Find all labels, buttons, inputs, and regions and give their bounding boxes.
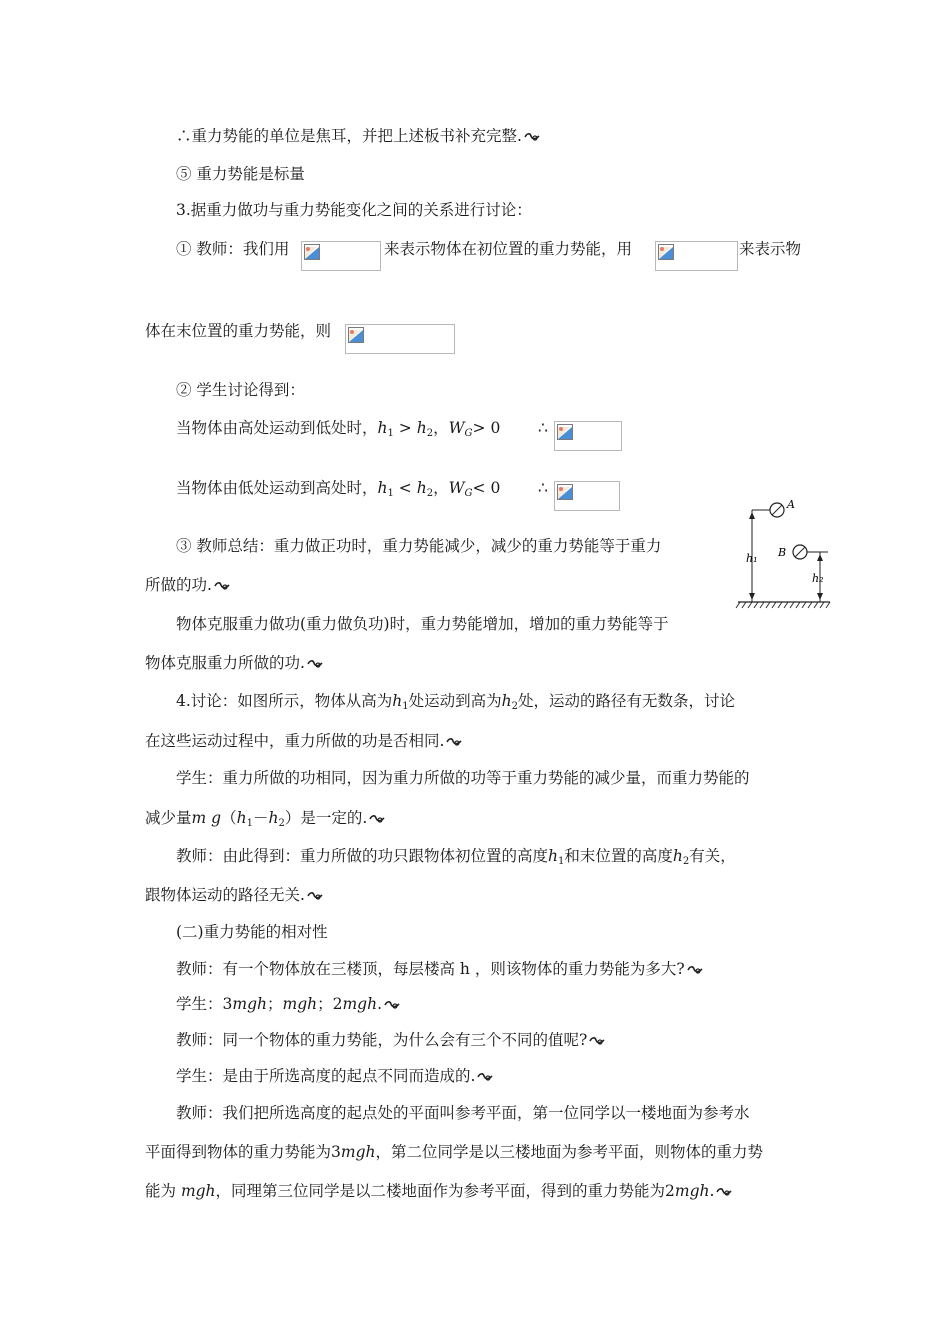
text-line xyxy=(176,200,532,220)
paragraph-mark-icon xyxy=(384,1000,400,1010)
line-text: 减少量 xyxy=(145,809,192,827)
line-text: 和末位置的高度 xyxy=(564,847,673,865)
paragraph-mark-icon xyxy=(477,1072,493,1082)
paragraph-mark-icon xyxy=(307,891,323,901)
formula-image xyxy=(554,481,620,511)
text-line xyxy=(176,1030,605,1050)
text-line xyxy=(176,1103,750,1123)
text-line xyxy=(145,321,331,341)
line-text: 体在末位置的重力势能，则 xyxy=(145,322,332,340)
line-text: ② 学生讨论得到： xyxy=(176,381,305,399)
subscript: 2 xyxy=(511,701,519,712)
line-text: 教师：由此得到：重力所做的功只跟物体初位置的高度 xyxy=(176,847,549,865)
paragraph-mark-icon xyxy=(716,1187,732,1197)
subscript: G xyxy=(464,488,473,499)
symbol-mgh: mgh xyxy=(342,995,378,1013)
line-text: ⑤ 重力势能是标量 xyxy=(176,165,305,183)
text-line xyxy=(176,846,736,872)
section-heading xyxy=(176,922,328,942)
line-text: ③ 教师总结：重力做正功时，重力势能减少，减少的重力势能等于重力 xyxy=(176,537,662,555)
line-text: . xyxy=(709,1182,715,1200)
label-b: B xyxy=(778,546,787,559)
paragraph-mark-icon xyxy=(307,659,323,669)
text-line xyxy=(145,575,230,595)
subscript: 2 xyxy=(682,856,690,867)
paragraph-mark-icon xyxy=(214,581,230,591)
symbol-h: h xyxy=(268,809,279,827)
line-text: 学生：是由于所选高度的起点不同而造成的. xyxy=(176,1067,476,1085)
relation: < xyxy=(393,479,417,497)
text-line xyxy=(176,164,305,184)
paragraph-mark-icon xyxy=(589,1036,605,1046)
paragraph-mark-icon xyxy=(687,965,703,975)
symbol-mgh: mgh xyxy=(180,1182,216,1200)
line-text: 处，运动的路径有无数条，讨论 xyxy=(518,692,736,710)
formula-image xyxy=(655,241,738,271)
symbol-h: h xyxy=(416,479,427,497)
symbol-h: h xyxy=(392,692,403,710)
line-text: 跟物体运动的路径无关. xyxy=(145,886,305,904)
subscript: 2 xyxy=(426,488,434,499)
subscript: 1 xyxy=(402,701,409,712)
line-text: ，第二位同学是以三楼地面为参考平面，则物体的重力势 xyxy=(375,1143,763,1161)
subscript: 1 xyxy=(387,428,394,439)
symbol-mgh: mgh xyxy=(674,1182,710,1200)
line-text: 学生：重力所做的功相同，因为重力所做的功等于重力势能的减少量，而重力势能的 xyxy=(176,769,750,787)
subscript: 2 xyxy=(278,818,285,829)
symbol-h: h xyxy=(501,692,512,710)
line-text: 来表示物体在初位置的重力势能，用 xyxy=(384,240,633,258)
image-placeholder-icon xyxy=(304,244,320,260)
symbol-mgh: mgh xyxy=(282,995,318,1013)
image-placeholder-icon xyxy=(658,244,674,260)
relation: > 0 xyxy=(472,419,501,437)
symbol-h: h xyxy=(377,479,388,497)
text-line xyxy=(739,239,801,259)
symbol-h: h xyxy=(416,419,427,437)
symbol-w: W xyxy=(448,419,465,437)
line-text: 处运动到高为 xyxy=(408,692,502,710)
line-text: 教师：同一个物体的重力势能，为什么会有三个不同的值呢? xyxy=(176,1031,588,1049)
subscript: G xyxy=(464,428,473,439)
subscript: 1 xyxy=(387,488,394,499)
symbol-w: W xyxy=(448,479,465,497)
symbol-h: h xyxy=(377,419,388,437)
subscript: 2 xyxy=(426,428,434,439)
text-line xyxy=(176,614,669,634)
text-line xyxy=(176,1066,493,1086)
symbol-mgh: mgh xyxy=(340,1143,376,1161)
symbol-h: h xyxy=(672,847,683,865)
line-text: ； xyxy=(266,995,283,1013)
text-line xyxy=(145,885,323,905)
paragraph-mark-icon xyxy=(369,814,385,824)
text-line xyxy=(145,1181,732,1201)
line-text: 学生：3 xyxy=(176,995,233,1013)
text-line xyxy=(176,418,500,444)
relation: > xyxy=(393,419,417,437)
label-h1: h₁ xyxy=(746,552,758,565)
comma: ， xyxy=(433,419,449,437)
symbol-h: h xyxy=(236,809,247,827)
subscript: 1 xyxy=(246,818,253,829)
line-text: 当物体由低处运动到高处时， xyxy=(176,479,378,497)
paragraph-mark-icon xyxy=(446,737,462,747)
line-text: 所做的功. xyxy=(145,576,212,594)
text-line xyxy=(145,1142,763,1162)
line-text: ① 教师：我们用 xyxy=(176,240,290,258)
text-line xyxy=(145,808,385,834)
text-line xyxy=(176,478,500,504)
paragraph-mark-icon xyxy=(524,132,540,142)
text-line xyxy=(145,731,462,751)
text-line xyxy=(176,380,305,400)
text-line xyxy=(145,653,323,673)
text-line xyxy=(384,239,632,259)
line-text: . xyxy=(377,995,383,1013)
formula-image xyxy=(301,241,381,271)
line-text: 教师：有一个物体放在三楼顶，每层楼高 h ，则该物体的重力势能为多大? xyxy=(176,960,685,978)
line-text: 能为 xyxy=(145,1182,181,1200)
line-text: 在这些运动过程中，重力所做的功是否相同. xyxy=(145,732,445,750)
text-line xyxy=(176,239,289,259)
subscript: 1 xyxy=(558,856,565,867)
line-text: 平面得到物体的重力势能为3 xyxy=(145,1143,341,1161)
formula-image xyxy=(345,324,455,354)
line-text: ）是一定的. xyxy=(284,809,368,827)
line-text: ∴重力势能的单位是焦耳，并把上述板书补充完整. xyxy=(176,127,522,145)
symbol-h: h xyxy=(548,847,558,865)
line-text: ∴ xyxy=(538,479,548,497)
relation: < 0 xyxy=(472,479,501,497)
image-placeholder-icon xyxy=(557,484,573,500)
text-line xyxy=(176,126,540,146)
image-placeholder-icon xyxy=(557,424,573,440)
therefore-symbol xyxy=(538,418,548,438)
text-line xyxy=(176,536,661,556)
label-h2: h₂ xyxy=(812,572,824,585)
text-line xyxy=(176,768,750,788)
text-line xyxy=(176,959,703,979)
label-a: A xyxy=(787,498,795,511)
symbol-mg: m g xyxy=(191,809,222,827)
line-text: 物体克服重力所做的功. xyxy=(145,654,305,672)
line-text: 当物体由高处运动到低处时， xyxy=(176,419,378,437)
line-text: 教师：我们把所选高度的起点处的平面叫参考平面，第一位同学以一楼地面为参考水 xyxy=(176,1104,750,1122)
line-text: 3.据重力做功与重力势能变化之间的关系进行讨论： xyxy=(176,201,532,219)
image-placeholder-icon xyxy=(348,327,364,343)
line-text: 来表示物 xyxy=(739,240,802,258)
line-text: (二)重力势能的相对性 xyxy=(176,923,328,941)
symbol-mgh: mgh xyxy=(232,995,267,1013)
text-line xyxy=(176,994,400,1014)
formula-image xyxy=(554,421,622,451)
line-text: ∴ xyxy=(538,419,548,437)
height-diagram xyxy=(730,492,840,620)
therefore-symbol xyxy=(538,478,548,498)
line-text: ；2 xyxy=(317,995,343,1013)
operator: － xyxy=(252,809,269,827)
line-text: ，同理第三位同学是以二楼地面作为参考平面，得到的重力势能为2 xyxy=(215,1182,675,1200)
line-text: 物体克服重力做功(重力做负功)时，重力势能增加，增加的重力势能等于 xyxy=(176,615,669,633)
paren: （ xyxy=(221,809,237,827)
text-line xyxy=(176,691,735,717)
comma: ， xyxy=(433,479,449,497)
line-text: 有关， xyxy=(689,847,736,865)
line-text: 4.讨论：如图所示，物体从高为 xyxy=(176,692,393,710)
